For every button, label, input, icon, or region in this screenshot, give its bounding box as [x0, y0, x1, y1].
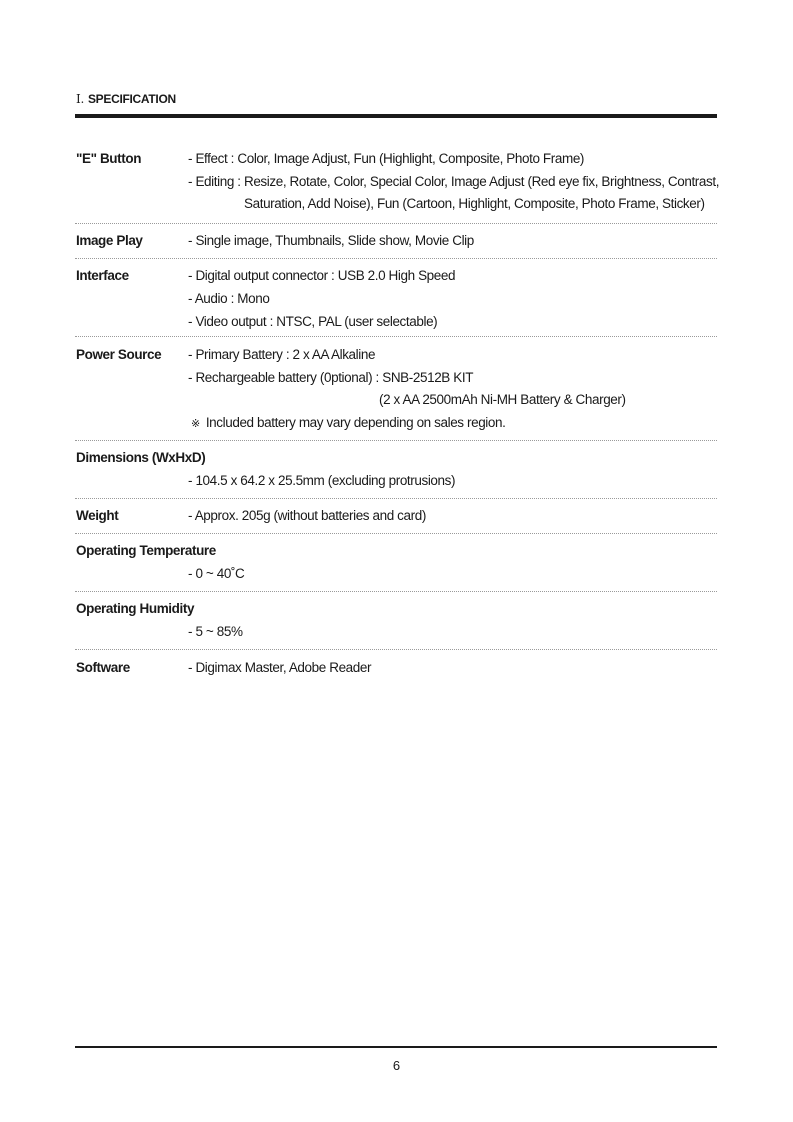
spec-value: - Editing : Resize, Rotate, Color, Special Color, Image Adjust (Red eye fix, Brightness, Contrast, [188, 174, 720, 189]
spec-value: - 0 ~ 40˚C [188, 566, 245, 581]
header-rule [75, 114, 717, 118]
spec-value: (2 x AA 2500mAh Ni-MH Battery & Charger) [379, 392, 626, 407]
spec-value: - 5 ~ 85% [188, 624, 243, 639]
spec-table [75, 141, 720, 684]
spec-row-operating-temperature [75, 534, 717, 592]
spec-row-operating-humidity [75, 592, 717, 650]
section-title: SPECIFICATION [87, 92, 176, 106]
spec-row-interface [75, 259, 717, 337]
spec-value: - Approx. 205g (without batteries and card) [188, 508, 426, 523]
spec-value: - Digital output connector : USB 2.0 High Speed [188, 268, 456, 283]
spec-row-software [75, 650, 717, 684]
reference-mark-icon: ※ [191, 418, 200, 430]
note-text: Included battery may vary depending on sales region. [205, 415, 506, 430]
spec-label: "E" Button [76, 151, 142, 166]
spec-label: Weight [76, 508, 119, 523]
spec-label: Software [76, 660, 130, 675]
spec-row-power-source [75, 337, 717, 441]
spec-value: - Effect : Color, Image Adjust, Fun (Highlight, Composite, Photo Frame) [188, 151, 585, 166]
page-number: 6 [392, 1058, 401, 1073]
spec-label: Interface [76, 268, 129, 283]
spec-value: - Primary Battery : 2 x AA Alkaline [188, 347, 376, 362]
section-number: Ⅰ. [76, 92, 84, 106]
spec-value: - Single image, Thumbnails, Slide show, Movie Clip [188, 233, 474, 248]
spec-label: Operating Humidity [76, 601, 195, 616]
spec-row-dimensions [75, 441, 717, 499]
spec-row-e-button [75, 141, 720, 224]
spec-value: - 104.5 x 64.2 x 25.5mm (excluding protrusions) [188, 473, 456, 488]
spec-value: - Digimax Master, Adobe Reader [188, 660, 372, 675]
spec-value: - Rechargeable battery (0ptional) : SNB-2512B KIT [188, 370, 474, 385]
section-header [76, 92, 176, 106]
spec-label: Operating Temperature [76, 543, 216, 558]
spec-label: Dimensions (WxHxD) [76, 450, 206, 465]
spec-label: Image Play [76, 233, 143, 248]
spec-row-image-play [75, 224, 717, 259]
spec-value: - Audio : Mono [188, 291, 270, 306]
spec-value: - Video output : NTSC, PAL (user selectable) [188, 314, 438, 329]
spec-note [191, 415, 505, 430]
spec-row-weight [75, 499, 717, 534]
spec-label: Power Source [76, 347, 162, 362]
footer-rule [75, 1046, 717, 1048]
spec-value: Saturation, Add Noise), Fun (Cartoon, Highlight, Composite, Photo Frame, Sticker) [244, 196, 705, 211]
